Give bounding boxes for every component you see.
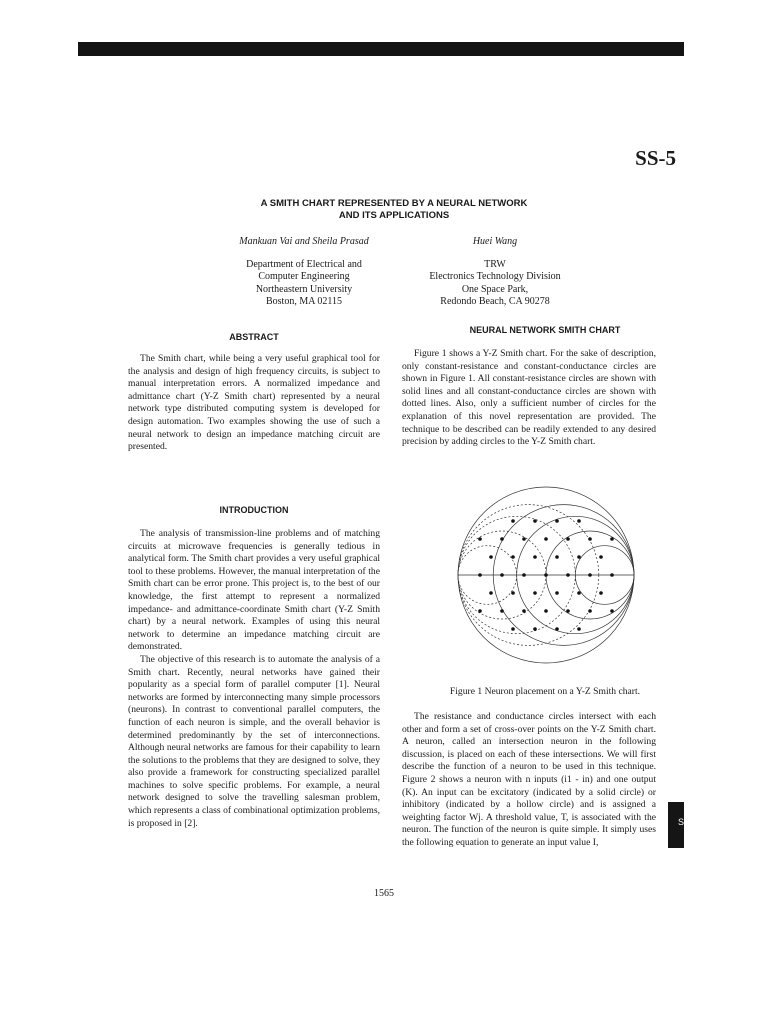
session-code: SS-5 bbox=[635, 146, 676, 170]
neuron-dot bbox=[500, 573, 504, 577]
introduction-text bbox=[128, 528, 380, 830]
neuron-dot bbox=[544, 573, 548, 577]
affiliation-line: Redondo Beach, CA 90278 bbox=[440, 296, 550, 307]
neuron-dot bbox=[544, 537, 548, 541]
neuron-dot bbox=[511, 555, 515, 559]
neuron-dot bbox=[478, 609, 482, 613]
neuron-dot bbox=[533, 627, 537, 631]
neuron-dot bbox=[577, 519, 581, 523]
right-column-body bbox=[402, 711, 656, 850]
neuron-dot bbox=[555, 555, 559, 559]
neuron-dot bbox=[577, 555, 581, 559]
neuron-dot bbox=[500, 609, 504, 613]
affiliation-line: Northeastern University bbox=[255, 283, 353, 295]
neuron-dot bbox=[588, 609, 592, 613]
side-tab-letter: S bbox=[678, 817, 685, 827]
neuron-dot bbox=[566, 573, 570, 577]
affiliation-line: Department of Electrical and bbox=[246, 258, 362, 270]
author-names: Mankuan Vai and Sheila Prasad bbox=[239, 236, 369, 247]
introduction-paragraph: The objective of this research is to automate the analysis of a Smith chart. Recently, neural networks have gained their popularity as a special form of parallel computer [1]. Neural networks are formed by interconnecting many simple processors (neurons). In contrast to conventional parallel computers, the function of each neuron is simple, and the overall behavior is determined predominantly by the set of interconnections. Although neural networks are famous for their capability to learn the solutions to the problems that they are designed to solve, they also provide a framework for constructing specialized parallel machines to solve specific problems. For example, a neural network designed to solve the travelling salesman problem, which represents a class of combinational optimization problems, is proposed in [2]. bbox=[128, 653, 380, 829]
neuron-dot bbox=[489, 555, 493, 559]
introduction-heading: INTRODUCTION bbox=[219, 505, 289, 515]
neuron-dot bbox=[478, 537, 482, 541]
page-number: 1565 bbox=[374, 888, 394, 899]
author-names: Huei Wang bbox=[472, 236, 518, 247]
neuron-dot bbox=[577, 627, 581, 631]
neuron-dot bbox=[533, 519, 537, 523]
neuron-dot bbox=[555, 591, 559, 595]
title-line: A SMITH CHART REPRESENTED BY A NEURAL NETWORK bbox=[260, 198, 528, 209]
neuron-dot bbox=[588, 573, 592, 577]
neuron-dot bbox=[610, 573, 614, 577]
title-line: AND ITS APPLICATIONS bbox=[338, 210, 450, 221]
neuron-dot bbox=[511, 591, 515, 595]
neuron-dot bbox=[588, 537, 592, 541]
affiliation-line: TRW bbox=[484, 258, 506, 270]
affiliation-line: Electronics Technology Division bbox=[429, 271, 561, 282]
neuron-dot bbox=[489, 591, 493, 595]
author-block-right bbox=[400, 236, 590, 309]
paper-title bbox=[150, 198, 638, 222]
neuron-dot bbox=[610, 609, 614, 613]
neuron-dot bbox=[577, 591, 581, 595]
neuron-dot bbox=[555, 519, 559, 523]
neuron-dot bbox=[555, 627, 559, 631]
neuron-dot bbox=[610, 537, 614, 541]
author-block-left bbox=[214, 236, 394, 309]
neuron-dot bbox=[511, 627, 515, 631]
section-side-tab bbox=[668, 802, 684, 848]
neuron-dot bbox=[533, 555, 537, 559]
neuron-dot bbox=[522, 537, 526, 541]
neuron-dot bbox=[500, 537, 504, 541]
neuron-dot bbox=[533, 591, 537, 595]
neuron-dot bbox=[599, 591, 603, 595]
neuron-dot bbox=[522, 609, 526, 613]
neuron-dot bbox=[566, 537, 570, 541]
neuron-dot bbox=[566, 609, 570, 613]
abstract-text bbox=[128, 353, 380, 454]
nn-smith-chart-text bbox=[402, 348, 656, 449]
top-rule-bar bbox=[78, 42, 684, 56]
neuron-dot bbox=[478, 573, 482, 577]
introduction-paragraph: The analysis of transmission-line problems and of matching circuits at microwave frequencies is generally tedious in analytical form. The Smith chart provides a very useful graphical tool to these problems. However, the manual interpretation of the Smith chart can be error prone. This project is, to the best of our knowledge, the first attempt to represent a normalized impedance- and admittance-coordinate Smith chart (Y-Z Smith chart) by a neural network. Examples of using this neural network to determine an impedance matching circuit are demonstrated. bbox=[128, 528, 380, 653]
neuron-dot bbox=[544, 609, 548, 613]
affiliation-line: Boston, MA 02115 bbox=[265, 296, 343, 307]
nn-smith-chart-heading: NEURAL NETWORK SMITH CHART bbox=[469, 325, 621, 335]
nn-smith-chart-paragraph: Figure 1 shows a Y-Z Smith chart. For the sake of description, only constant-resistance and constant-conductance circles are shown in Figure 1. All constant-resistance circles are shown with solid lines and all constant-conductance circles are shown with dotted lines. Also, only a sufficient number of circles for the explanation of this novel representation are provided. The technique to be described can be readily extended to any desired precision by adding circles to the Y-Z Smith chart. bbox=[402, 348, 656, 448]
neuron-dot bbox=[522, 573, 526, 577]
yz-smith-chart-figure bbox=[436, 484, 656, 666]
abstract-heading: ABSTRACT bbox=[229, 332, 279, 342]
neuron-dot bbox=[511, 519, 515, 523]
right-column-paragraph: The resistance and conductance circles intersect with each other and form a set of cross-over points on the Y-Z Smith chart. A neuron, called an intersection neuron in the following discussion, is placed on each of these intersections. We will first describe the function of a neuron to be used in this technique. Figure 2 shows a neuron with n inputs (i1 - in) and one output (K). An input can be excitatory (indicated by a solid circle) or inhibitory (indicated by a hollow circle) and is assigned a weighting factor Wj. A threshold value, T, is associated with the neuron. The function of the neuron is quite simple. It simply uses the following equation to generate an input value I, bbox=[402, 711, 656, 848]
affiliation-line: One Space Park, bbox=[461, 283, 529, 295]
neuron-dot bbox=[599, 555, 603, 559]
figure-caption: Figure 1 Neuron placement on a Y-Z Smith chart. bbox=[449, 686, 641, 697]
affiliation-line: Computer Engineering bbox=[258, 271, 350, 282]
abstract-paragraph: The Smith chart, while being a very useful graphical tool for the analysis and design of high frequency circuits, is subject to manual interpretation errors. A normalized impedance and admittance chart (Y-Z Smith chart) represented by a neural network type distributed computing system is developed for design automation. Two examples showing the use of such a neural network to design an impedance matching circuit are presented. bbox=[128, 353, 380, 453]
